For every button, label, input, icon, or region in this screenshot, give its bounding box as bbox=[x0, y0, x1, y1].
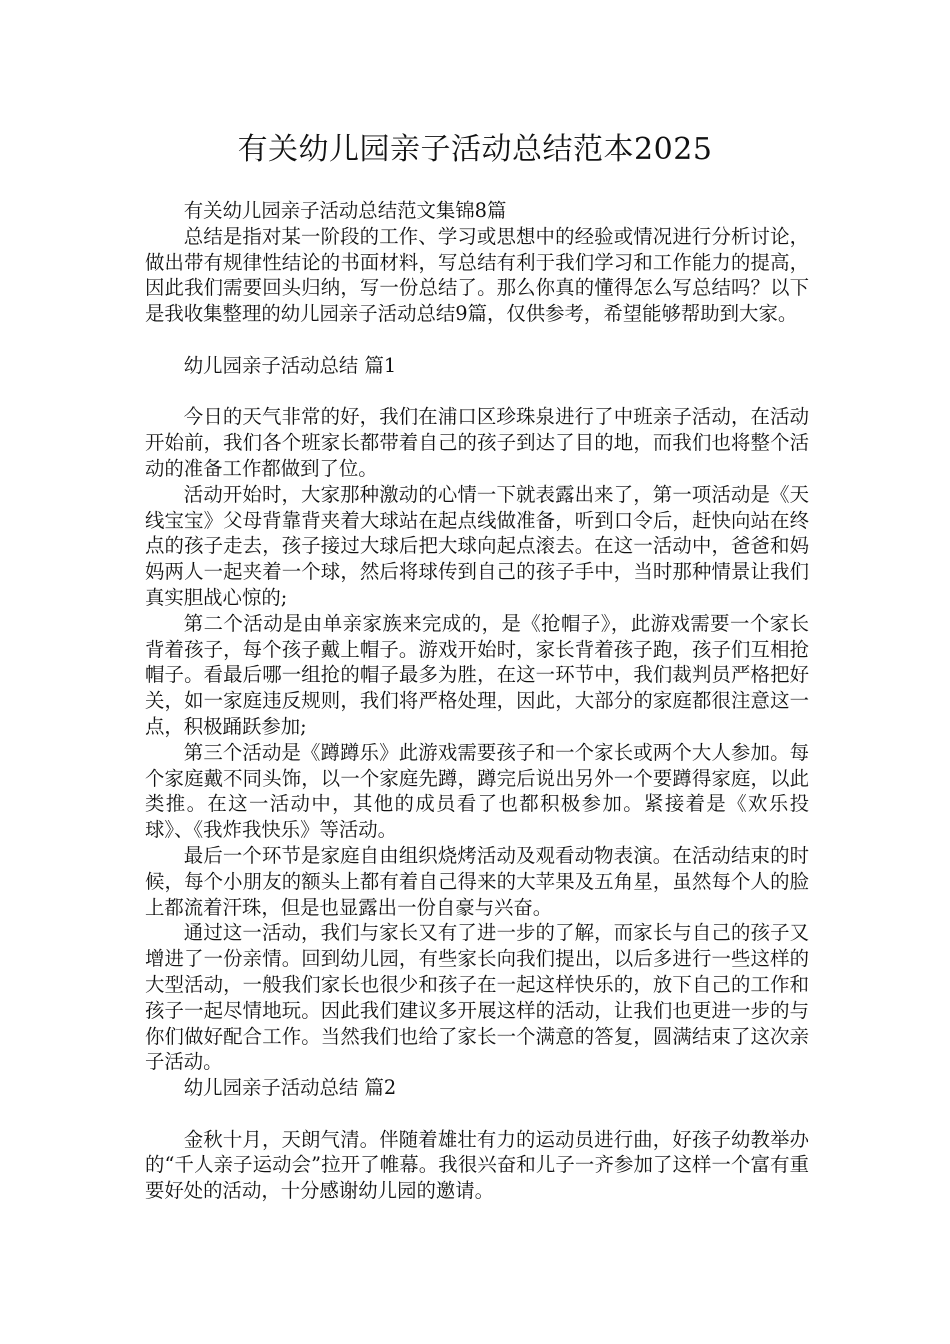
document-body bbox=[145, 198, 809, 1204]
paragraph: 金秋十月，天朗气清。伴随着雄壮有力的运动员进行曲，好孩子幼教举办的“千人亲子运动会”拉开了帷幕。我很兴奋和儿子一齐参加了这样一个富有重要好处的活动，十分感谢幼儿园的邀请。 bbox=[145, 1127, 809, 1203]
paragraph: 通过这一活动，我们与家长又有了进一步的了解，而家长与自己的孩子又增进了一份亲情。回到幼儿园，有些家长向我们提出，以后多进行一些这样的大型活动，一般我们家长也很少和孩子在一起这样快乐的，放下自己的工作和孩子一起尽情地玩。因此我们建议多开展这样的活动，让我们也更进一步的与你们做好配合工作。当然我们也给了家长一个满意的答复，圆满结束了这次亲子活动。 bbox=[145, 921, 809, 1074]
paragraph: 第三个活动是《蹲蹲乐》此游戏需要孩子和一个家长或两个大人参加。每个家庭戴不同头饰，以一个家庭先蹲，蹲完后说出另外一个要蹲得家庭，以此类推。在这一活动中，其他的成员看了也都积极参加。紧接着是《欢乐投球》、《我炸我快乐》等活动。 bbox=[145, 740, 809, 842]
spacer bbox=[145, 327, 809, 353]
paragraph: 今日的天气非常的好，我们在浦口区珍珠泉进行了中班亲子活动，在活动开始前，我们各个班家长都带着自己的孩子到达了目的地，而我们也将整个活动的准备工作都做到了位。 bbox=[145, 405, 809, 480]
document-title: 有关幼儿园亲子活动总结范本2025 bbox=[237, 132, 713, 167]
section-2-heading: 幼儿园亲子活动总结 篇2 bbox=[183, 1076, 397, 1100]
paragraph: 活动开始时，大家那种激动的心情一下就表露出来了，第一项活动是《天线宝宝》父母背靠背夹着大球站在起点线做准备，听到口令后，赶快向站在终点的孩子走去，孩子接过大球后把大球向起点滚去。在这一活动中，爸爸和妈妈两人一起夹着一个球，然后将球传到自己的孩子手中，当时那种情景让我们真实胆战心惊的; bbox=[145, 482, 809, 609]
paragraph: 第二个活动是由单亲家族来完成的，是《抢帽子》，此游戏需要一个家长背着孩子，每个孩子戴上帽子。游戏开始时，家长背着孩子跑，孩子们互相抢帽子。看最后哪一组抢的帽子最多为胜，在这一环节中，我们裁判员严格把好关，如一家庭违反规则，我们将严格处理，因此，大部分的家庭都很注意这一点，积极踊跃参加; bbox=[145, 611, 809, 738]
intro-paragraph: 总结是指对某一阶段的工作、学习或思想中的经验或情况进行分析讨论，做出带有规律性结论的书面材料，写总结有利于我们学习和工作能力的提高，因此我们需要回头归纳，写一份总结了。那么你真的懂得怎么写总结吗？以下是我收集整理的幼儿园亲子活动总结9篇，仅供参考，希望能够帮助到大家。 bbox=[145, 224, 809, 326]
section-1-heading: 幼儿园亲子活动总结 篇1 bbox=[183, 353, 397, 377]
spacer bbox=[145, 379, 809, 405]
document-subtitle: 有关幼儿园亲子活动总结范文集锦8篇 bbox=[183, 199, 507, 222]
spacer bbox=[145, 1101, 809, 1127]
paragraph: 最后一个环节是家庭自由组织烧烤活动及观看动物表演。在活动结束的时候，每个小朋友的额头上都有着自己得来的大苹果及五角星，虽然每个人的脸上都流着汗珠，但是也显露出一份自豪与兴奋。 bbox=[145, 843, 809, 919]
